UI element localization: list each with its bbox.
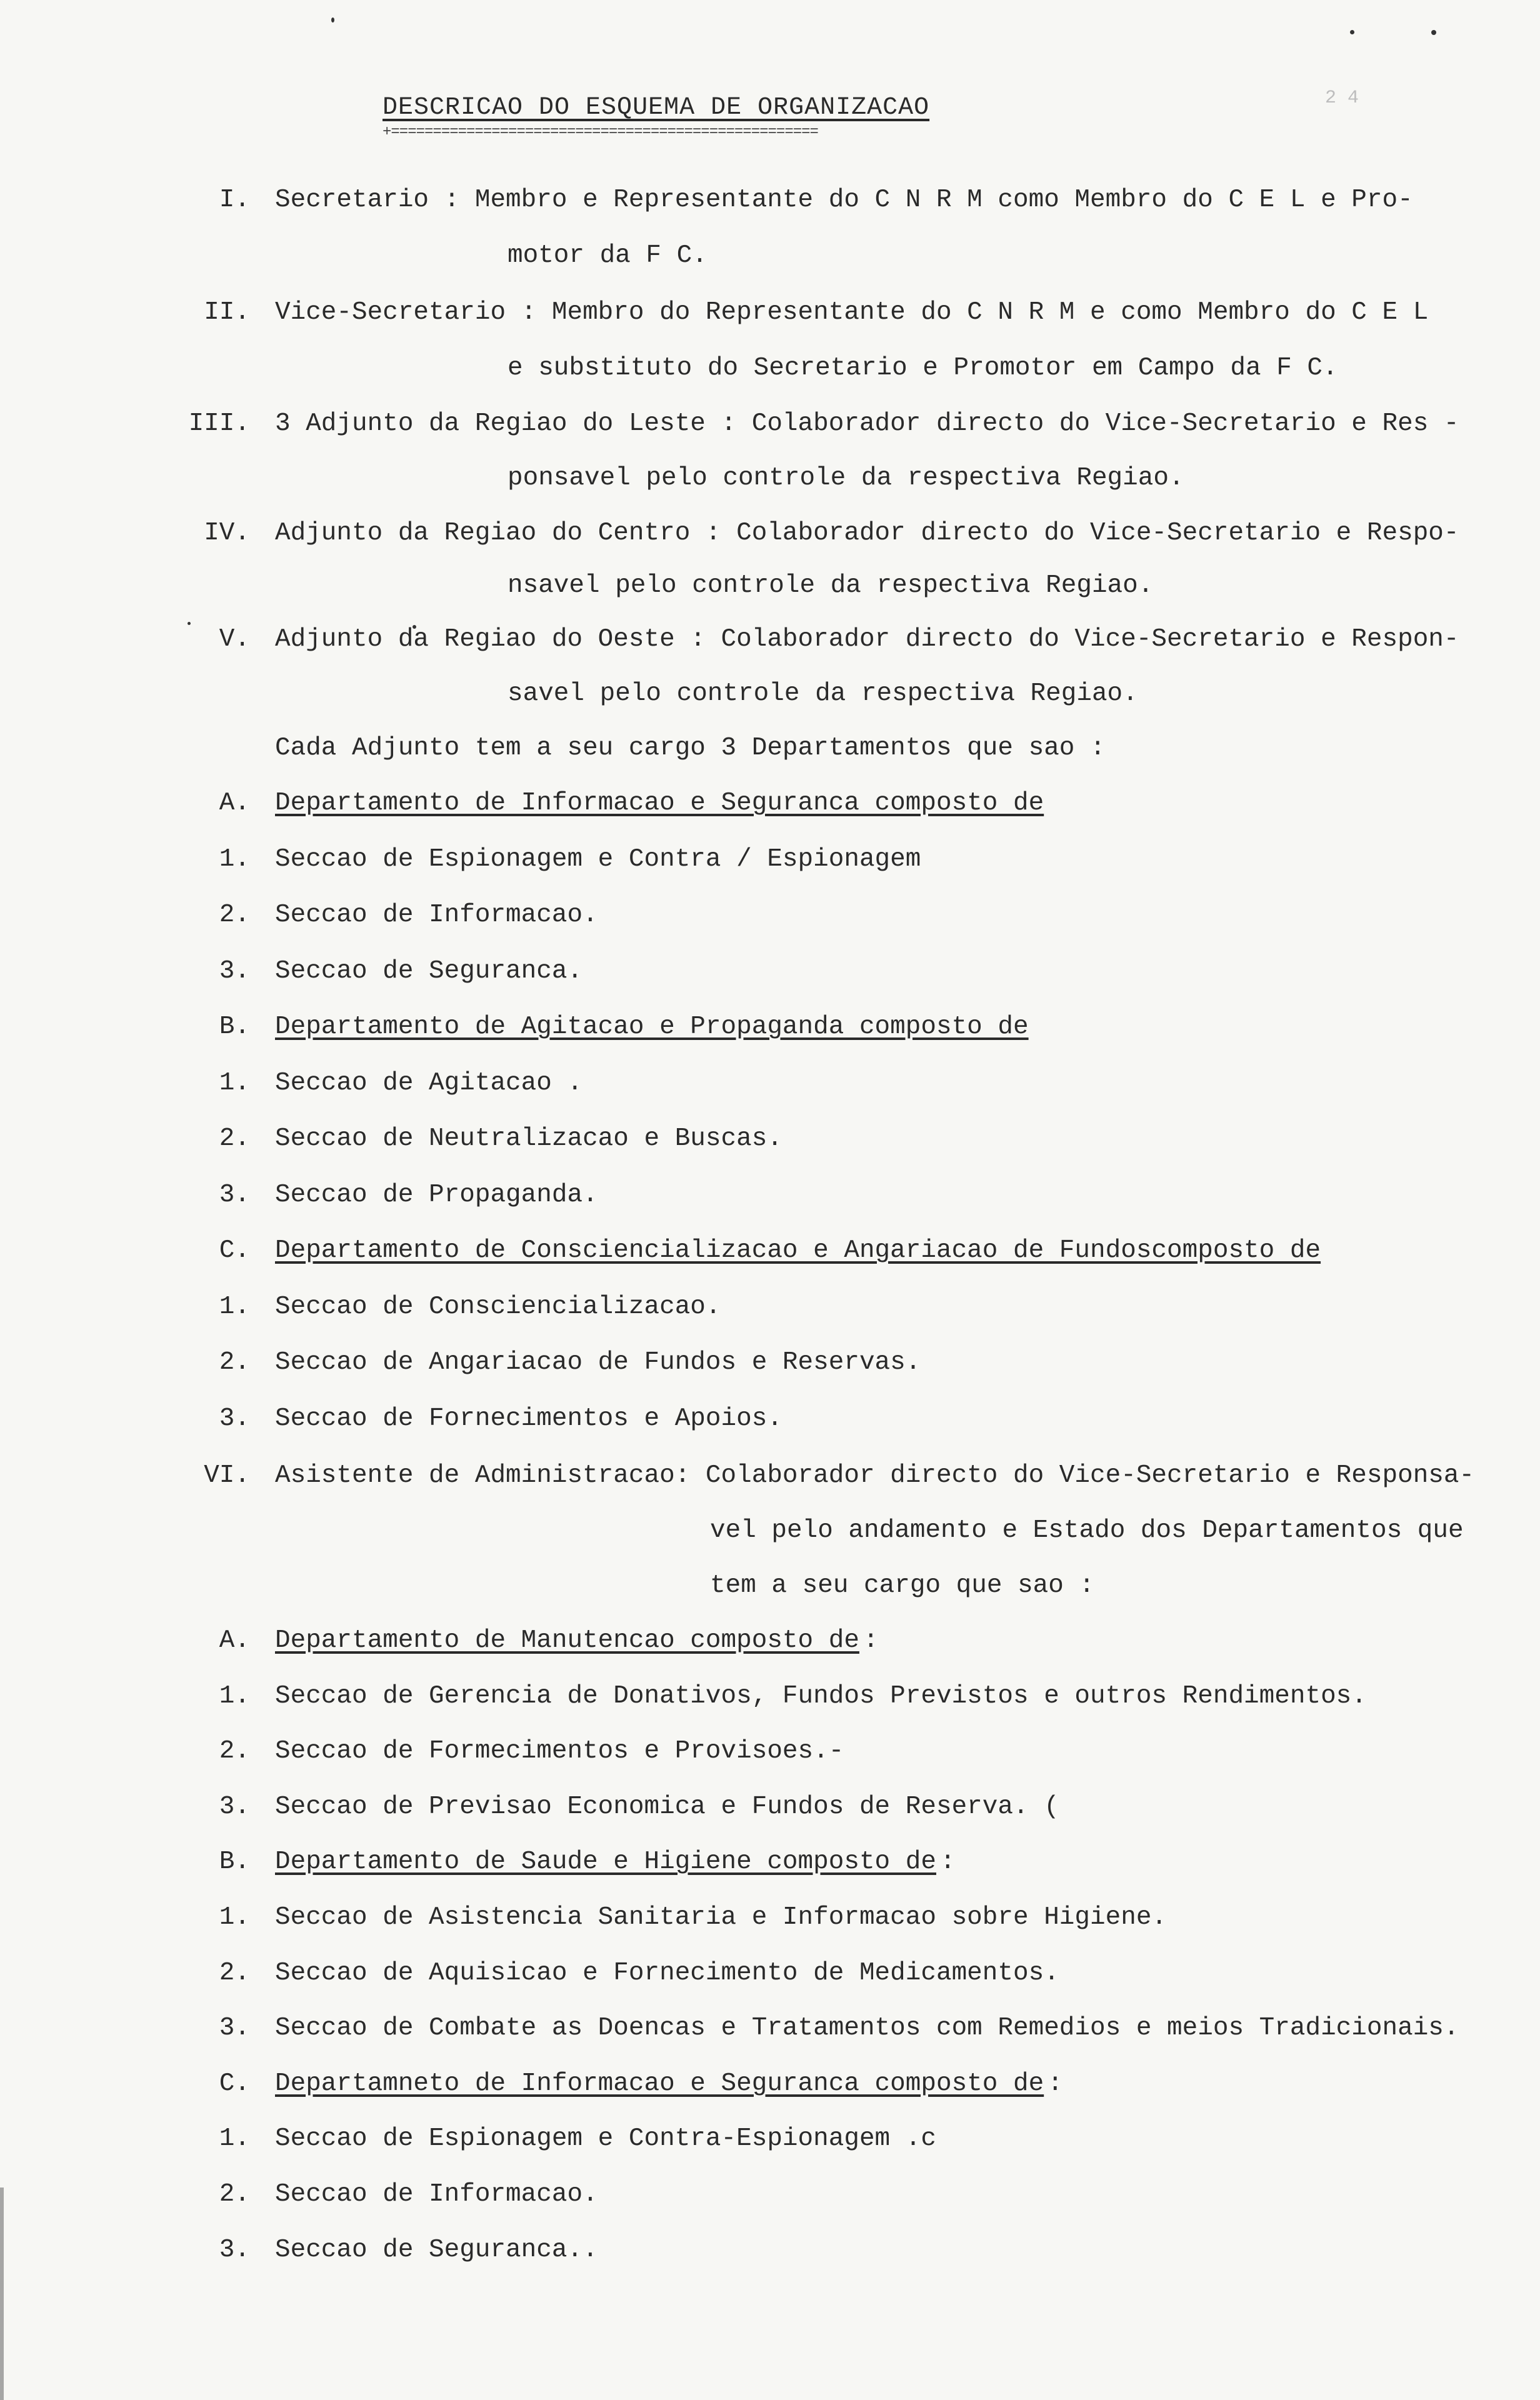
section-title: Seccao de Neutralizacao e Buscas. (275, 1124, 782, 1153)
list-marker: C. (219, 2069, 250, 2098)
list-marker: 1. (219, 1681, 250, 1711)
scan-edge-shadow (0, 2188, 4, 2400)
list-marker: A. (219, 789, 250, 818)
heading-colon: : (863, 1626, 879, 1655)
heading-colon: : (940, 1848, 956, 1877)
list-marker: 1. (219, 2124, 250, 2154)
list-marker: 1. (219, 1903, 250, 1932)
section-title: Seccao de Asistencia Sanitaria e Informacao sobre Higiene. (275, 1903, 1168, 1932)
scan-speck (1350, 30, 1354, 34)
heading-colon: : (1048, 2069, 1063, 2098)
section-title: Seccao de Informacao. (275, 901, 598, 929)
department-title: Departamento de Saude e Higiene composto de (275, 1848, 936, 1877)
section-title: Seccao de Seguranca. (275, 956, 583, 986)
list-marker: 1. (219, 1068, 250, 1098)
item-number: V. (219, 625, 250, 654)
section-title: Seccao de Angariacao de Fundos e Reservas. (275, 1348, 921, 1377)
item-text: Adjunto da Regiao do Centro : Colaborador directo do Vice-Secretario e Respo- (275, 519, 1459, 548)
list-marker: A. (219, 1626, 250, 1655)
list-marker: 3. (219, 1180, 250, 1209)
item-number: IV. (204, 519, 250, 548)
list-marker: 2. (219, 1958, 250, 1988)
list-marker: 3. (219, 1404, 250, 1433)
section-title: Seccao de Formecimentos e Provisoes.- (275, 1737, 844, 1766)
section-title: Seccao de Espionagem e Contra / Espionagem (275, 844, 921, 874)
section-title: Seccao de Consciencializacao. (275, 1292, 721, 1321)
section-title: Seccao de Fornecimentos e Apoios. (275, 1404, 782, 1433)
scan-speck (331, 18, 334, 22)
list-marker: 2. (219, 1124, 250, 1153)
department-title: Departamento de Informacao e Seguranca composto de (275, 789, 1044, 818)
item-number: III. (188, 409, 250, 438)
list-marker: 3. (219, 956, 250, 986)
department-title: Departamento de Manutencao composto de (275, 1626, 859, 1655)
intro-sentence: Cada Adjunto tem a seu cargo 3 Departamentos que sao : (275, 734, 1106, 762)
title-double-rule: +=================================================== (382, 124, 818, 141)
list-marker: C. (219, 1236, 250, 1265)
item-number: I. (219, 186, 250, 214)
department-title: Departamento de Agitacao e Propaganda composto de (275, 1012, 1029, 1041)
list-marker: B. (219, 1012, 250, 1041)
item-text: Vice-Secretario : Membro do Representante do C N R M e como Membro do C E L (275, 298, 1429, 327)
list-marker: 2. (219, 901, 250, 929)
document-title: DESCRICAO DO ESQUEMA DE ORGANIZACAO (382, 94, 930, 122)
list-marker: 3. (219, 1792, 250, 1821)
department-title: Departamento de Consciencializacao e Angariacao de Fundoscomposto de (275, 1236, 1321, 1265)
item-text: Adjunto da Regiao do Oeste : Colaborador directo do Vice-Secretario e Respon- (275, 625, 1459, 654)
section-title: Seccao de Seguranca.. (275, 2235, 598, 2264)
item-text: 3 Adjunto da Regiao do Leste : Colaborador directo do Vice-Secretario e Res - (275, 409, 1459, 438)
section-title: Seccao de Propaganda. (275, 1180, 598, 1209)
section-title: Seccao de Agitacao . (275, 1068, 583, 1098)
item-text: Secretario : Membro e Representante do C N R M como Membro do C E L e Pro- (275, 186, 1413, 214)
document-page: 2 4 DESCRICAO DO ESQUEMA DE ORGANIZACAO +=================================================== I. Secretario : Membro e Representante do C N R M como Membro do C E L e Pro- motor da F C. II. Vice-Secretario : Membro do Representante do C N R M e como Membro do C E L e substituto do Secretario e Promotor em Campo da F C. III. 3 Adjunto da Regiao do Leste : Colaborador directo do Vice-Secretario e Res - ponsavel pelo controle da respectiva Regiao. IV. Adjunto da Regiao do Centro : Colaborador directo do Vice-Secretario e Respo- nsavel pelo controle da respectiva Regiao. V. Adjunto da Regiao do Oeste : Colaborador directo do Vice-Secretario e Respon- savel pelo controle da respectiva Regiao. Cada Adjunto tem a seu cargo 3 Departamentos que sao : A. Departamento de Informacao e Seguranca composto de 1. Seccao de Espionagem e Contra / Espionagem 2. Seccao de Informacao. 3. Seccao de Seguranca. B. Departamento de Agitacao e Propaganda composto de 1. Seccao de Agitacao . 2. Seccao de Neutralizacao e Buscas. 3. Seccao de Propaganda. C. Departamento de Consciencializacao e Angariacao de Fundoscomposto de 1. Seccao de Consciencializacao. 2. Seccao de Angariacao de Fundos e Reservas. 3. Seccao de Fornecimentos e Apoios. A. Departamento de Manutencao composto de : 1. Seccao de Gerencia de Donativos, Fundos Previstos e outros Rendimentos. 2. Seccao de Formecimentos e Provisoes.- 3. Seccao de Previsao Economica e Fundos de Reserva. ( B. Departamento de Saude e Higiene composto de : 1. Seccao de Asistencia Sanitaria e Informacao sobre Higiene. 2. Seccao de Aquisicao e Fornecimento de Medicamentos. 3. Seccao de Combate as Doencas e Tratamentos com Remedios e meios Tradicionais. C. Departamneto de Informacao e Seguranca composto de : 1. Seccao de Espionagem e Contra-Espionagem .c 2. Seccao de Informacao. 3. Seccao de Seguranca.. VI. Asistente de Administracao: Colaborador directo do Vice-Secretario e Responsa- vel pelo andamento e Estado dos Departamentos que tem a seu cargo que sao : (0, 0, 1540, 2400)
department-title: Departamneto de Informacao e Seguranca composto de (275, 2069, 1044, 2098)
list-marker: 1. (219, 844, 250, 874)
item-number: II. (204, 298, 250, 327)
item-text: Asistente de Administracao: Colaborador directo do Vice-Secretario e Responsa- (275, 1461, 1475, 1490)
list-marker: 3. (219, 2014, 250, 2043)
list-marker: 3. (219, 2235, 250, 2264)
section-title: Seccao de Previsao Economica e Fundos de Reserva. ( (275, 1792, 1059, 1821)
section-title: Seccao de Espionagem e Contra-Espionagem .c (275, 2124, 936, 2154)
list-marker: 1. (219, 1292, 250, 1321)
item-number: VI. (204, 1461, 250, 1490)
list-marker: 2. (219, 2180, 250, 2209)
scan-speck (1431, 30, 1436, 35)
section-title: Seccao de Combate as Doencas e Tratamentos com Remedios e meios Tradicionais. (275, 2014, 1459, 2043)
section-title: Seccao de Aquisicao e Fornecimento de Medicamentos. (275, 1958, 1059, 1988)
list-marker: B. (219, 1848, 250, 1877)
section-title: Seccao de Gerencia de Donativos, Fundos Previstos e outros Rendimentos. (275, 1681, 1367, 1711)
list-marker: 2. (219, 1348, 250, 1377)
section-title: Seccao de Informacao. (275, 2180, 598, 2209)
page-mark: 2 4 (1325, 88, 1359, 109)
list-marker: 2. (219, 1737, 250, 1766)
